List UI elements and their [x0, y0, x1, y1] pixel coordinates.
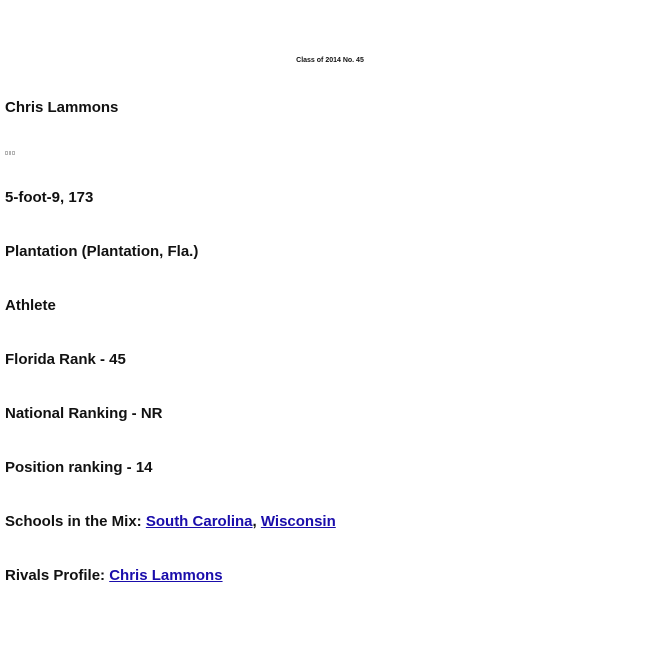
national-ranking: National Ranking - NR	[5, 405, 163, 422]
school-link-wisconsin[interactable]: Wisconsin	[260, 513, 336, 530]
schools-label: Schools in the Mix:	[5, 513, 146, 530]
image-caption: Class of 2014 No. 45	[296, 57, 364, 64]
player-name: Chris Lammons	[5, 99, 119, 116]
player-size: 5-foot-9, 173	[5, 189, 94, 206]
player-school: Plantation (Plantation, Fla.)	[5, 243, 199, 260]
rivals-profile-link[interactable]: Chris Lammons	[109, 567, 223, 584]
schools-separator: ,	[252, 513, 261, 530]
player-position: Athlete	[5, 297, 56, 314]
florida-rank: Florida Rank - 45	[5, 351, 126, 368]
rivals-label: Rivals Profile:	[5, 567, 110, 584]
rivals-profile	[5, 567, 223, 585]
school-link-south-carolina[interactable]: South Carolina	[145, 513, 253, 530]
player-photo-placeholder	[5, 151, 15, 155]
position-ranking: Position ranking - 14	[5, 459, 153, 476]
schools-in-the-mix	[5, 513, 336, 531]
